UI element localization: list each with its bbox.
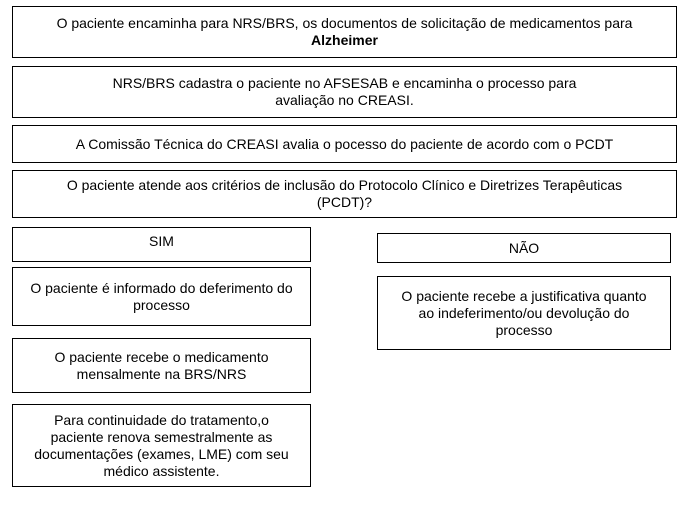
yes-label-box [12, 227, 311, 262]
decision-question-text: O paciente atende aos critérios de inclusão do Protocolo Clínico e Diretrizes Terapêuticas (PCDT)? [66, 177, 623, 210]
step-committee-evaluation [12, 125, 677, 163]
yes-step-receive-medication-text: O paciente recebe o medicamento mensalmente na BRS/NRS [54, 348, 269, 382]
step-committee-evaluation-text: A Comissão Técnica do CREASI avalia o pocesso do paciente de acordo com o PCDT [75, 135, 614, 152]
step-send-documents-bold: Alzheimer [311, 32, 378, 48]
step-register-patient-text: NRS/BRS cadastra o paciente no AFSESAB e encaminha o processo para avaliação no CREASI. [112, 75, 577, 108]
step-register-patient [12, 66, 677, 118]
no-label-box [377, 233, 671, 263]
no-step-justification-text: O paciente recebe a justificativa quanto ao indeferimento/ou devolução do processo [401, 287, 647, 338]
yes-step-renew-documents [12, 404, 311, 487]
step-send-documents [12, 6, 677, 58]
yes-label: SIM [149, 233, 174, 249]
yes-step-renew-documents-text: Para continuidade do tratamento,o paciente renova semestralmente as documentações (exames, LME) com seu médico assistente. [34, 411, 289, 479]
yes-step-informed-text: O paciente é informado do deferimento do processo [30, 279, 293, 313]
decision-question [12, 170, 677, 218]
yes-step-receive-medication [12, 338, 311, 393]
no-label: NÃO [508, 239, 540, 256]
no-step-justification [377, 276, 671, 350]
step-send-documents-text: O paciente encaminha para NRS/BRS, os documentos de solicitação de medicamentos para [56, 15, 633, 31]
yes-step-informed [12, 267, 311, 326]
